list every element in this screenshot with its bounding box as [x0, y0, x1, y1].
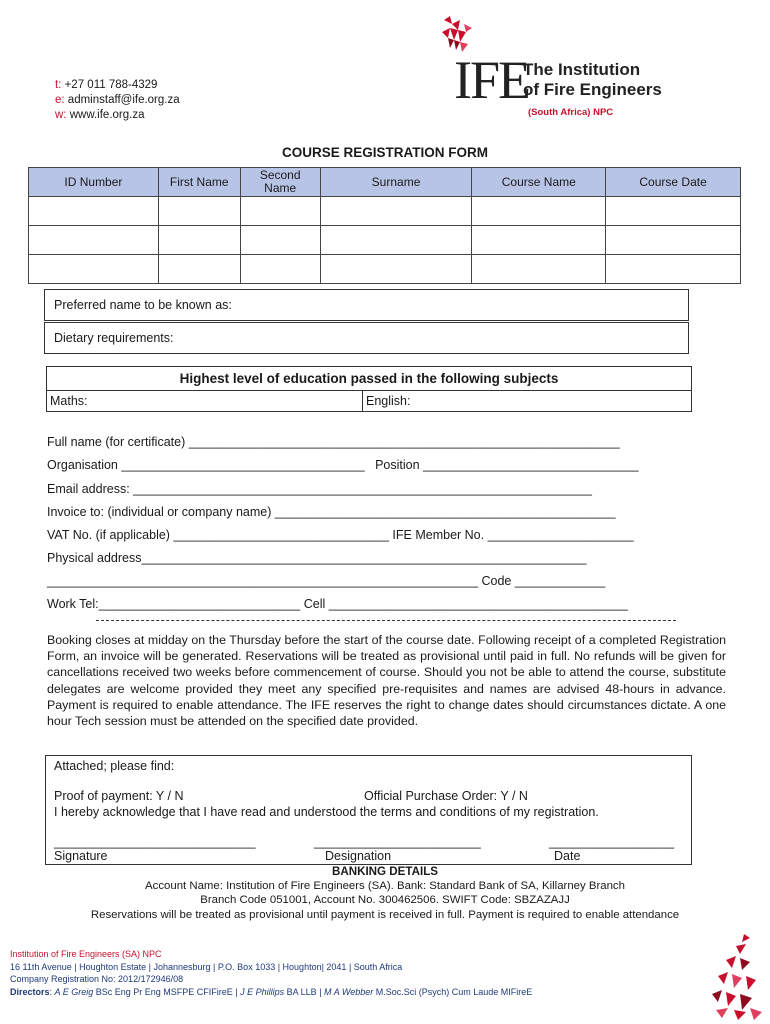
table-cell[interactable]	[158, 255, 240, 284]
footer-org: Institution of Fire Engineers (SA) NPC	[10, 949, 162, 959]
work-tel-cell-field[interactable]: Work Tel:_____________________________ Cell ___________________________________________	[47, 597, 628, 611]
table-cell[interactable]	[158, 226, 240, 255]
banking-heading: BANKING DETAILS	[331, 865, 439, 878]
contact-web: w: www.ife.org.za	[55, 109, 145, 121]
terms-text: Booking closes at midday on the Thursday before the start of the course date. Following receipt of a completed Registration Form, an invoice will be generated. Reservations will be treated as provisional until paid in full. No refunds will be given for cancellations received two weeks before commencement of course. Should you not be able to attend the course, substitute delegates are welcome provided they meet any specified pre-requisites and names are advised 48-hours in advance. Payment is required to enable attendance. The IFE reserves the right to change dates should circumstances dictate. A one hour Tech session must be attended on the specified date provided.	[47, 633, 726, 729]
logo-subtitle: (South Africa) NPC	[528, 107, 614, 118]
course-table	[28, 167, 741, 284]
footer-flame-icon	[706, 932, 766, 1020]
table-cell[interactable]	[320, 197, 472, 226]
banking-line-2: Branch Code 051001, Account No. 300462506. SWIFT Code: SBZAZAJJ	[200, 894, 570, 907]
maths-field[interactable]: Maths:	[47, 391, 363, 411]
table-cell[interactable]	[606, 197, 741, 226]
dietary-label: Dietary requirements:	[54, 331, 174, 345]
table-cell[interactable]	[240, 197, 320, 226]
header-second-name: Second Name	[240, 168, 320, 197]
flame-icon	[442, 16, 472, 52]
logo-letters: IFE	[454, 50, 529, 110]
acknowledge-text: I hereby acknowledge that I have read and understood the terms and conditions of my registration.	[54, 805, 599, 819]
footer	[10, 948, 532, 998]
contact-block	[55, 78, 180, 123]
proof-of-payment[interactable]: Proof of payment: Y / N	[54, 789, 184, 803]
english-field[interactable]: English:	[366, 394, 411, 408]
education-heading: Highest level of education passed in the following subjects	[47, 367, 691, 391]
full-name-field[interactable]: Full name (for certificate) ______________________________________________________________	[47, 435, 620, 449]
table-cell[interactable]	[320, 226, 472, 255]
course-table-header	[29, 168, 741, 197]
header-surname: Surname	[320, 168, 472, 197]
attached-heading: Attached; please find:	[54, 759, 175, 773]
form-title: COURSE REGISTRATION FORM	[281, 145, 488, 160]
table-cell[interactable]	[29, 255, 159, 284]
table-row[interactable]	[29, 197, 741, 226]
table-row[interactable]	[29, 255, 741, 284]
header-course-date: Course Date	[606, 168, 741, 197]
footer-directors: Directors: A E Greig BSc Eng Pr Eng MSFPE CFIFireE | J E Phillips BA LLB | M A Webber M.Soc.Sci (Psych) Cum Laude MIFireE	[10, 986, 533, 997]
divider	[96, 620, 676, 621]
table-cell[interactable]	[472, 255, 606, 284]
physical-address-field[interactable]: Physical address________________________________________________________________	[47, 551, 587, 565]
footer-address: 16 11th Avenue | Houghton Estate | Johannesburg | P.O. Box 1033 | Houghton| 2041 | South Africa	[10, 961, 403, 972]
footer-registration: Company Registration No: 2012/172946/08	[10, 974, 184, 984]
table-cell[interactable]	[472, 197, 606, 226]
email-field[interactable]: Email address: __________________________________________________________________	[47, 482, 592, 496]
date-line[interactable]: __________________	[549, 835, 675, 849]
address-code-field[interactable]: ______________________________________________________________ Code _____________	[47, 574, 606, 588]
dietary-field[interactable]	[44, 322, 689, 354]
education-box	[46, 366, 692, 412]
designation-line[interactable]: ________________________	[314, 835, 481, 849]
table-cell[interactable]	[29, 197, 159, 226]
table-cell[interactable]	[29, 226, 159, 255]
table-cell[interactable]	[158, 197, 240, 226]
organisation-position-field[interactable]: Organisation ___________________________________ Position _______________________________	[47, 458, 639, 472]
signature-line[interactable]: _____________________________	[54, 835, 256, 849]
table-row[interactable]	[29, 226, 741, 255]
date-label: Date	[554, 849, 581, 863]
signature-label: Signature	[54, 849, 108, 863]
designation-label: Designation	[325, 849, 392, 863]
table-cell[interactable]	[472, 226, 606, 255]
attachment-box	[45, 755, 692, 865]
header-course-name: Course Name	[472, 168, 606, 197]
header-first-name: First Name	[158, 168, 240, 197]
table-cell[interactable]	[606, 226, 741, 255]
preferred-name-label: Preferred name to be known as:	[54, 298, 232, 312]
purchase-order[interactable]: Official Purchase Order: Y / N	[364, 789, 528, 803]
header-id-number: ID Number	[29, 168, 159, 197]
table-cell[interactable]	[606, 255, 741, 284]
logo-name: The Institution of Fire Engineers	[523, 60, 662, 99]
contact-email: e: adminstaff@ife.org.za	[55, 94, 180, 106]
invoice-field[interactable]: Invoice to: (individual or company name) _________________________________________________	[47, 505, 616, 519]
table-cell[interactable]	[240, 226, 320, 255]
table-cell[interactable]	[240, 255, 320, 284]
table-cell[interactable]	[320, 255, 472, 284]
contact-tel: t: +27 011 788-4329	[55, 79, 158, 91]
preferred-name-field[interactable]	[44, 289, 689, 321]
banking-line-3: Reservations will be treated as provisional until payment is received in full. Payment is required to enable attendance	[90, 908, 680, 921]
banking-line-1: Account Name: Institution of Fire Engineers (SA). Bank: Standard Bank of SA, Killarney Branch	[145, 880, 625, 893]
banking-details	[0, 865, 770, 922]
vat-member-field[interactable]: VAT No. (if applicable) _______________________________ IFE Member No. _____________________	[47, 528, 634, 542]
